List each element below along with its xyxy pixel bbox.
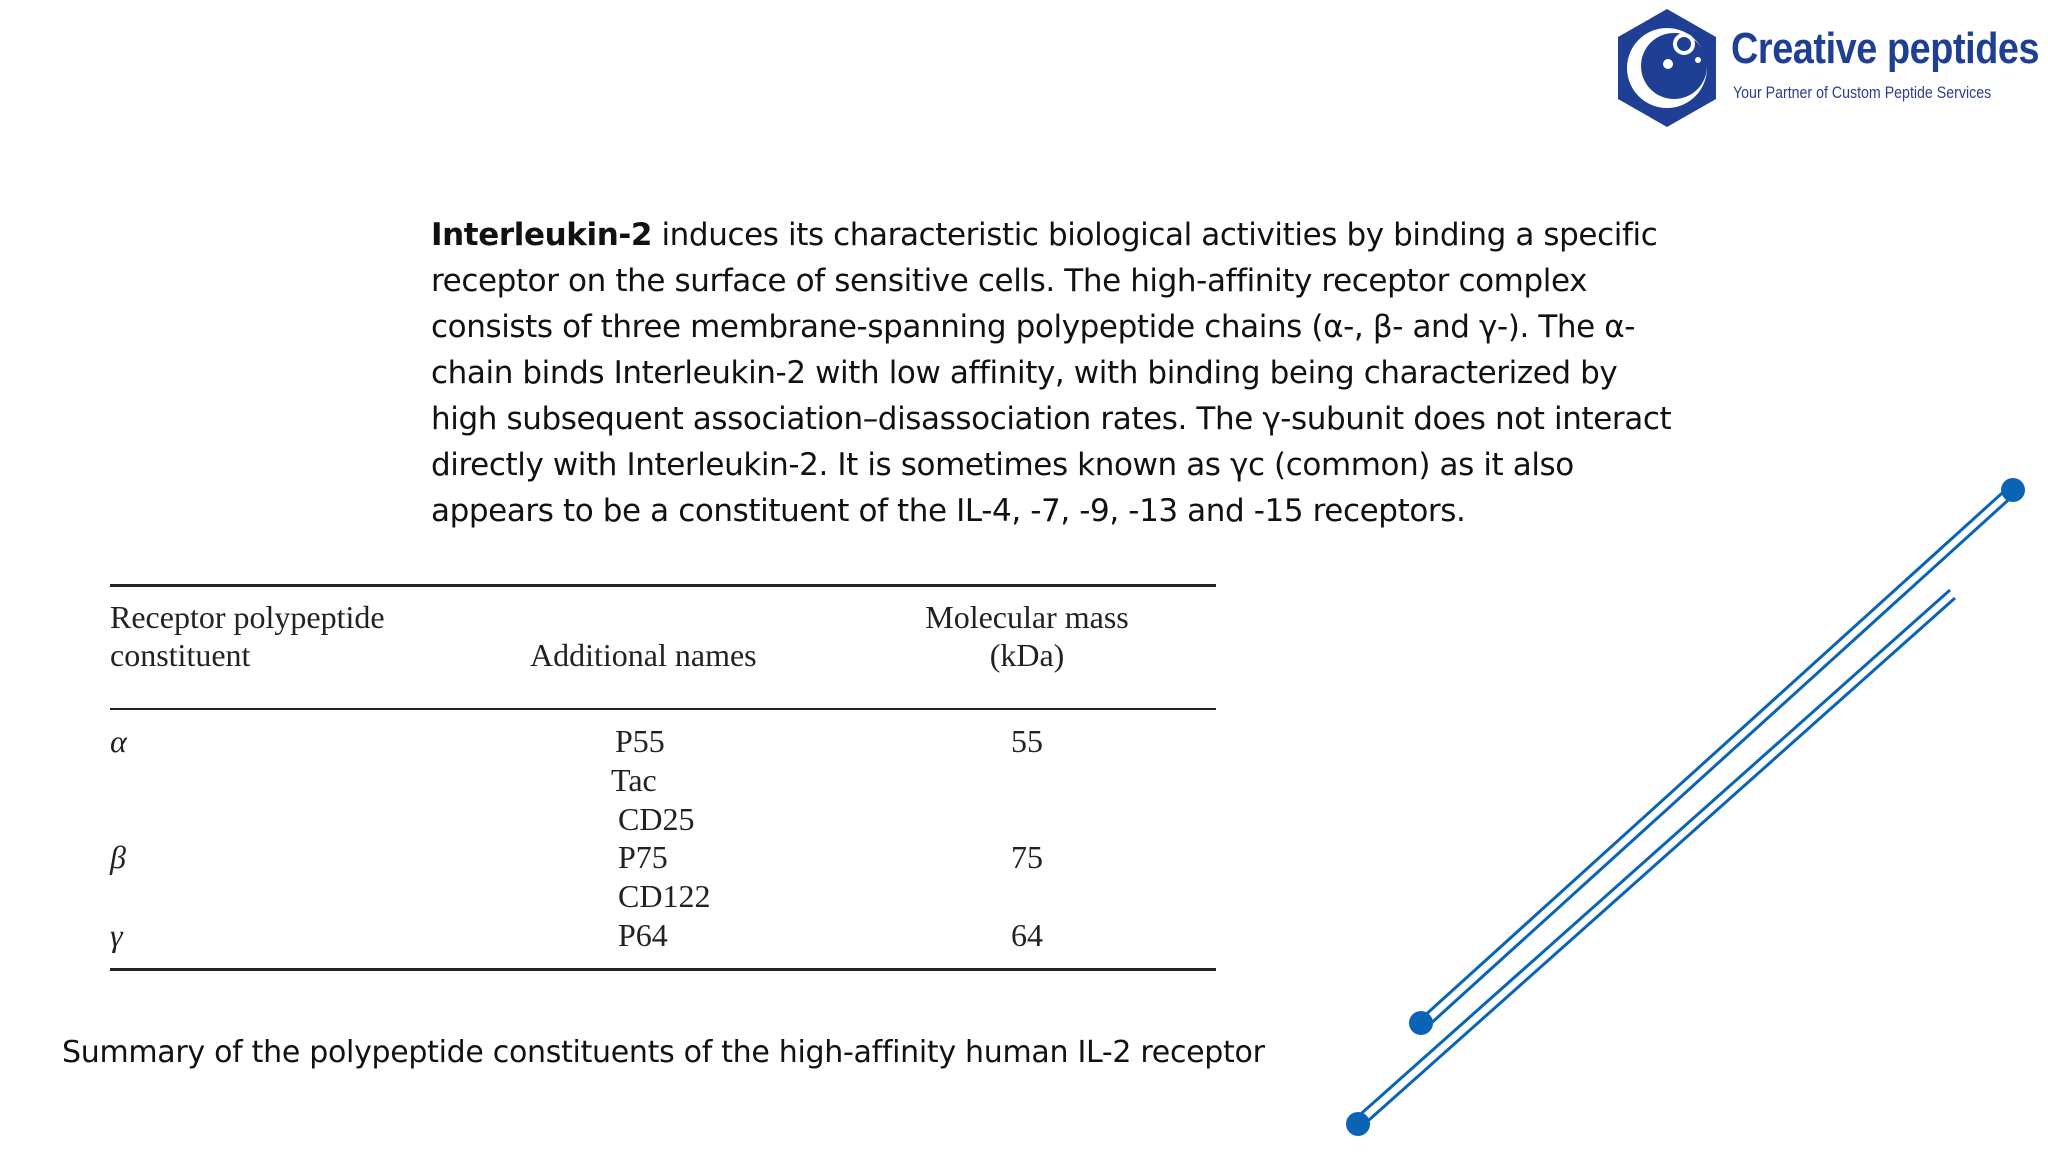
table-caption: Summary of the polypeptide constituents of the high-affinity human IL-2 receptor [62, 1035, 1265, 1070]
decorative-line-upper [1422, 485, 2016, 1026]
row-beta-name-1: P75 [618, 839, 668, 875]
decorative-dot-lower-start [1346, 1112, 1370, 1136]
row-alpha-name-1: P55 [615, 723, 665, 759]
header-mass-line2: (kDa) [989, 637, 1065, 673]
header-additional-names: Additional names [530, 637, 757, 673]
row-beta-name-2: CD122 [618, 878, 711, 914]
row-beta-mass: 75 [1011, 839, 1043, 875]
row-gamma-mass: 64 [1011, 917, 1043, 953]
decorative-line-lower [1354, 590, 1955, 1128]
row-alpha-name-2: Tac [611, 762, 657, 798]
decorative-dot-upper-start [1409, 1011, 1433, 1035]
paragraph-text: induces its characteristic biological activities by binding a specific receptor on the surface of sensitive cells. The high-affinity receptor complex consists of three membrane-spanning polypeptide chains (α-, β- and γ-). The α-chain binds Interleukin-2 with low affinity, with binding being characterized by high subsequent association–disassociation rates. The γ-subunit does not interact directly with Interleukin-2. It is sometimes known as γc (common) as it also appears to be a constituent of the IL-4, -7, -9, -13 and -15 receptors. [431, 217, 1672, 529]
header-mass-line1: Molecular mass [925, 599, 1129, 635]
row-alpha-constituent: α [110, 723, 127, 759]
row-alpha-name-3: CD25 [618, 801, 695, 837]
bold-term: Interleukin-2 [431, 217, 653, 253]
row-gamma-name-1: P64 [618, 917, 668, 953]
row-alpha-mass: 55 [1011, 723, 1043, 759]
row-gamma-constituent: γ [110, 917, 123, 953]
decorative-dot-upper-end [2001, 478, 2025, 502]
row-beta-constituent: β [110, 839, 126, 875]
logo-tagline: Your Partner of Custom Peptide Services [1733, 84, 1992, 102]
logo-brand-name: Creative peptides [1731, 24, 2040, 73]
header-constituent-line1: Receptor polypeptide [110, 599, 385, 635]
header-constituent-line2: constituent [110, 637, 251, 673]
